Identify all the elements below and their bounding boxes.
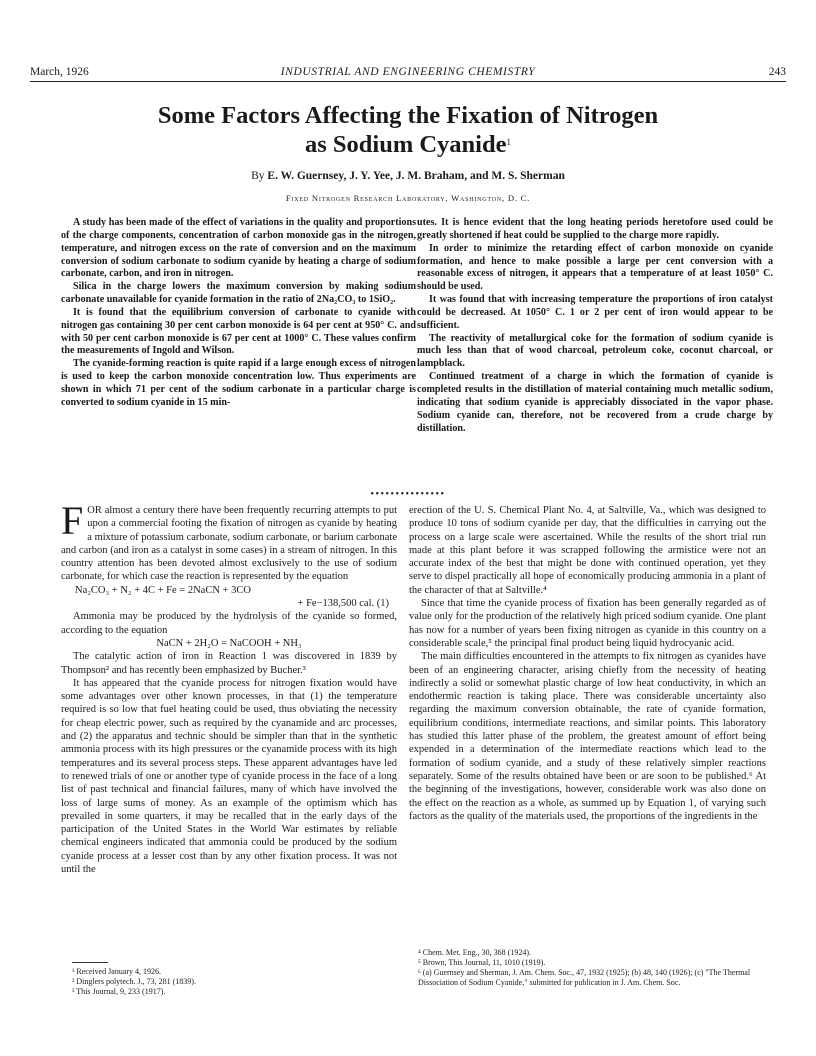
footnotes-right (418, 948, 778, 988)
drop-cap: F (61, 498, 84, 543)
title-line-1: Some Factors Affecting the Fixation of Nitrogen (157, 102, 659, 129)
journal-name: INDUSTRIAL AND ENGINEERING CHEMISTRY (280, 66, 536, 78)
abstract-paragraph: It was found that with increasing temperature the proportions of iron catalyst could be decreased. At 1050° C. 1 or 2 per cent of iron would appear to be sufficient. (417, 294, 773, 331)
footnote: ⁵ Brown, This Journal, 11, 1010 (1919). (418, 958, 546, 967)
article-title (40, 101, 776, 159)
body-paragraph-intro (61, 498, 397, 584)
title-footnote-marker: 1 (506, 137, 511, 147)
running-header (30, 66, 786, 80)
author-names: E. W. Guernsey, J. Y. Yee, J. M. Braham, and M. S. Sherman (267, 170, 565, 182)
abstract-paragraph: Continued treatment of a charge in which the formation of cyanide is completed results in the distillation of material containing much metallic sodium, indicating that sodium cyanide is appreciably dissociated in the vapor phase. Sodium cyanide can, therefore, not be recovered from a crude charge by distillation. (417, 371, 773, 434)
body-paragraph: It has appeared that the cyanide process for nitrogen fixation would have some advantages over other known processes, in that (1) the temperature required is so low that fuel heating could be used, thus obviating the necessity for cheap electric power, such as required by the cyanamide and arc processes, and (2) the apparatus and technic should be simpler than that in the synthetic ammonia process with its high pressures or the cyanamide process with its high temperatures and its several process steps. These apparent advantages have led to renewed trials of one or another type of cyanide process in the face of a long list of past technical and financial failures, many of which have involved the loss of large sums of money. As an example of the optimism which has prevailed in some quarters, it may be recalled that in the early days of the participation of the United States in the World War estimates by reliable chemical engineers indicated that ammonia could be produced by the sodium cyanide process at a lesser cost than by any other fixation process. It was not until the (61, 677, 397, 876)
body-paragraph: The main difficulties encountered in the attempts to fix nitrogen as cyanides have been of an engineering character, arising chiefly from the necessity of heating indirectly a solid or somewhat plastic charge of low heat conductivity, in which an endothermic reaction is taking place. There was considerable uncertainty also regarding the maximum conversion obtainable, the rate of cyanide formation, equilibrium conditions, intermediate reactions, and similar points. This laboratory has studied this latter phase of the problem, the greatest amount of effort being expended in a determination of the intermediate reactions which lead to the formation of sodium cyanide, and a study of these relatively simpler reactions separately. Some of the results obtained have been or are soon to be published.⁶ At the beginning of the investigations, however, considerable work was also done on the effect on the reaction as a whole, as summed up by Equation 1, of varying such factors as the quality of the materials used, the proportions of the ingredients in the (409, 651, 766, 822)
abstract-paragraph: Silica in the charge lowers the maximum conversion by making sodium carbonate unavailable for cyanide formation in the ratio of 2Na₂CO₃ to 1SiO₂. (61, 281, 416, 306)
footnotes-left (72, 967, 392, 997)
intro-text: OR almost a century there have been frequently recurring attempts to put upon a commercial footing the fixation of nitrogen as cyanide by heating a mixture of potassium carbonate, sodium carbonate, or barium carbonate and carbon (and iron as a catalyst in some cases) in a stream of nitrogen. In this country attention has been devoted almost exclusively to the use of sodium carbonate, for which case the reaction is represented by the equation (61, 505, 397, 583)
abstract-right-column (417, 217, 773, 435)
footnote: ⁶ (a) Guernsey and Sherman, J. Am. Chem. Soc., 47, 1932 (1925); (b) 48, 140 (1926); (c) "The Thermal Dissociation of Sodium Cyanide," submitted for publication in J. Am. Chem. Soc. (418, 968, 751, 987)
abstract-paragraph: The cyanide-forming reaction is quite rapid if a large enough excess of nitrogen is used to keep the carbon monoxide concentration low. Thus experiments are shown in which 71 per cent of the sodium carbonate in a particular charge is converted to sodium cyanide in 15 min- (61, 358, 416, 408)
abstract-paragraph: In order to minimize the retarding effect of carbon monoxide on cyanide formation, and hence to make possible a large per cent conversion with a reasonable excess of nitrogen, it appears that a temperature of at least 1050° C. should be used. (417, 242, 773, 293)
footnote-rule-left (72, 962, 108, 963)
equation-1-line-1: Na₂CO₃ + N₂ + 4C + Fe = 2NaCN + 3CO (75, 584, 251, 596)
abstract-paragraph: It is found that the equilibrium conversion of carbonate to cyanide with nitrogen gas containing 30 per cent carbon monoxide is 64 per cent at 950° C. and with 50 per cent carbon monoxide is 67 per cent at 1000° C. These values confirm the measurements of Ingold and Wilson. (61, 306, 416, 357)
title-line-2 (40, 130, 776, 159)
body-left-column (61, 498, 397, 876)
issue-date: March, 1926 (30, 66, 89, 78)
abstract-left-column (61, 217, 416, 410)
title-line-2-text: as Sodium Cyanide (304, 131, 507, 158)
abstract-paragraph: A study has been made of the effect of variations in the quality and proportions of the charge components, concentration of carbon monoxide gas in the nitrogen, temperature, and nitrogen excess on the rate of conversion and on the maximum conversion of sodium carbonate to sodium cyanide by heating a charge of sodium carbonate, carbon, and iron in nitrogen. (61, 217, 416, 280)
abstract-paragraph: The reactivity of metallurgical coke for the formation of sodium cyanide is much less than that of wood charcoal, petroleum coke, coconut charcoal, or lampblack. (417, 332, 773, 370)
body-right-column (409, 504, 766, 823)
abstract-paragraph: utes. It is hence evident that the long heating periods heretofore used could be greatly shortened if heat could be supplied to the charge more rapidly. (417, 217, 773, 241)
header-rule (30, 81, 786, 82)
footnote: ¹ Received January 4, 1926. (72, 967, 162, 976)
footnote: ³ This Journal, 9, 233 (1917). (72, 987, 166, 996)
equation-1-line-2: + Fe−138,500 cal. (1) (297, 598, 389, 610)
body-paragraph: The catalytic action of iron in Reaction 1 was discovered in 1839 by Thompson² and has recently been emphasized by Bucher.³ (61, 651, 397, 676)
section-separator: ••••••••••••••• (370, 489, 446, 500)
author-line (40, 170, 776, 182)
author-by: By (251, 170, 265, 182)
body-paragraph: erection of the U. S. Chemical Plant No. 4, at Saltville, Va., which was designed to produce 10 tons of sodium cyanide per day, that the difficulties in carrying out the process on a large scale were ascertained. While the results of the short trial run made at this plant before it was scrapped following the armistice were not an accurate index of the best that might be done with continued operation, yet they serve to dispel practically all hope of economically producing ammonia in a plant of the character of that at Saltville.⁴ (409, 505, 766, 596)
equation-2: NaCN + 2H₂O = NaCOOH + NH₃ (156, 637, 302, 649)
body-paragraph: Ammonia may be produced by the hydrolysis of the cyanide so formed, according to the equation (61, 611, 397, 636)
body-paragraph: Since that time the cyanide process of fixation has been generally regarded as of value only for the production of the relatively high priced sodium cyanide. One plant has now for a number of years been fixing nitrogen as cyanide in this country on a considerable scale,⁵ the principal final product being liquid hydrocyanic acid. (409, 598, 766, 649)
affiliation: Fixed Nitrogen Research Laboratory, Washington, D. C. (285, 193, 531, 203)
footnote: ⁴ Chem. Met. Eng., 30, 368 (1924). (418, 948, 531, 957)
page-number: 243 (768, 66, 786, 78)
footnote: ² Dinglers polytech. J., 73, 281 (1839). (72, 977, 196, 986)
